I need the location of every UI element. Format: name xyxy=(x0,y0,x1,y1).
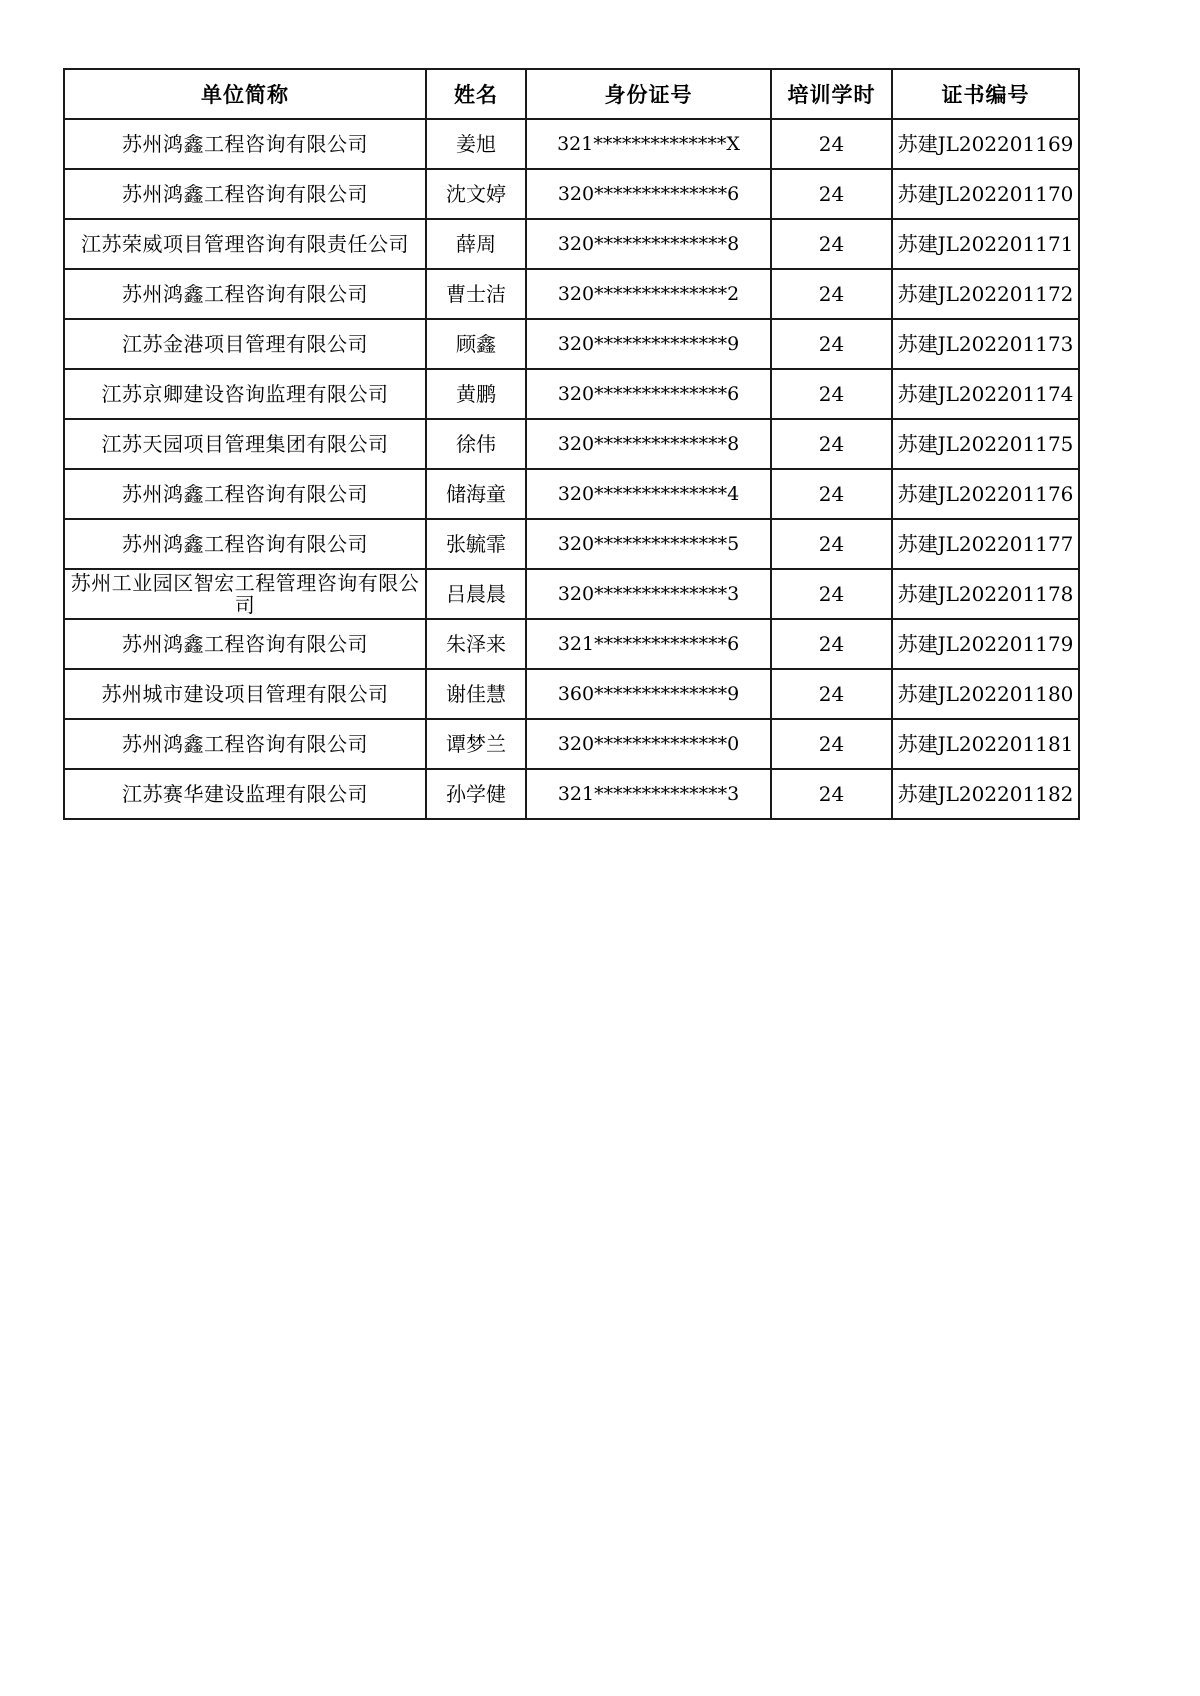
cell-unit: 苏州城市建设项目管理有限公司 xyxy=(64,669,426,719)
cell-unit: 江苏天园项目管理集团有限公司 xyxy=(64,419,426,469)
cell-unit: 苏州鸿鑫工程咨询有限公司 xyxy=(64,269,426,319)
cell-name: 顾鑫 xyxy=(426,319,526,369)
cell-unit: 江苏赛华建设监理有限公司 xyxy=(64,769,426,819)
cell-certificate-number: 苏建JL202201170 xyxy=(892,169,1079,219)
cell-id-number: 320**************8 xyxy=(526,419,771,469)
cell-id-number: 321**************X xyxy=(526,119,771,169)
cell-id-number: 320**************0 xyxy=(526,719,771,769)
cell-certificate-number: 苏建JL202201178 xyxy=(892,569,1079,619)
cell-training-hours: 24 xyxy=(771,419,892,469)
cell-certificate-number: 苏建JL202201174 xyxy=(892,369,1079,419)
cell-training-hours: 24 xyxy=(771,119,892,169)
cell-name: 谢佳慧 xyxy=(426,669,526,719)
cell-unit: 江苏荣威项目管理咨询有限责任公司 xyxy=(64,219,426,269)
cell-training-hours: 24 xyxy=(771,369,892,419)
table-body xyxy=(64,119,1079,819)
cell-training-hours: 24 xyxy=(771,169,892,219)
cell-id-number: 320**************8 xyxy=(526,219,771,269)
cell-unit: 苏州鸿鑫工程咨询有限公司 xyxy=(64,169,426,219)
cell-certificate-number: 苏建JL202201180 xyxy=(892,669,1079,719)
cell-id-number: 360**************9 xyxy=(526,669,771,719)
cell-unit: 江苏金港项目管理有限公司 xyxy=(64,319,426,369)
cell-training-hours: 24 xyxy=(771,669,892,719)
table-row xyxy=(64,719,1079,769)
cell-unit: 苏州鸿鑫工程咨询有限公司 xyxy=(64,469,426,519)
table-row xyxy=(64,369,1079,419)
table-row xyxy=(64,469,1079,519)
cell-certificate-number: 苏建JL202201169 xyxy=(892,119,1079,169)
table-row xyxy=(64,569,1079,619)
cell-certificate-number: 苏建JL202201176 xyxy=(892,469,1079,519)
cell-id-number: 320**************2 xyxy=(526,269,771,319)
cell-unit: 苏州鸿鑫工程咨询有限公司 xyxy=(64,619,426,669)
cell-unit: 苏州鸿鑫工程咨询有限公司 xyxy=(64,519,426,569)
cell-id-number: 321**************3 xyxy=(526,769,771,819)
cell-certificate-number: 苏建JL202201172 xyxy=(892,269,1079,319)
header-row xyxy=(64,69,1079,119)
cell-id-number: 320**************3 xyxy=(526,569,771,619)
column-header-certificate-number: 证书编号 xyxy=(892,69,1079,119)
cell-name: 薛周 xyxy=(426,219,526,269)
table-row xyxy=(64,519,1079,569)
cell-name: 沈文婷 xyxy=(426,169,526,219)
cell-id-number: 320**************6 xyxy=(526,369,771,419)
table-row xyxy=(64,169,1079,219)
cell-certificate-number: 苏建JL202201177 xyxy=(892,519,1079,569)
table-row xyxy=(64,419,1079,469)
cell-unit: 苏州鸿鑫工程咨询有限公司 xyxy=(64,119,426,169)
cell-name: 吕晨晨 xyxy=(426,569,526,619)
table-row xyxy=(64,269,1079,319)
cell-certificate-number: 苏建JL202201181 xyxy=(892,719,1079,769)
table-row xyxy=(64,319,1079,369)
training-roster-table xyxy=(63,68,1080,820)
cell-certificate-number: 苏建JL202201171 xyxy=(892,219,1079,269)
cell-training-hours: 24 xyxy=(771,769,892,819)
cell-certificate-number: 苏建JL202201173 xyxy=(892,319,1079,369)
cell-certificate-number: 苏建JL202201182 xyxy=(892,769,1079,819)
cell-id-number: 320**************5 xyxy=(526,519,771,569)
cell-training-hours: 24 xyxy=(771,269,892,319)
cell-name: 徐伟 xyxy=(426,419,526,469)
cell-training-hours: 24 xyxy=(771,569,892,619)
table-row xyxy=(64,219,1079,269)
column-header-id-number: 身份证号 xyxy=(526,69,771,119)
cell-training-hours: 24 xyxy=(771,319,892,369)
cell-training-hours: 24 xyxy=(771,469,892,519)
table-row xyxy=(64,769,1079,819)
column-header-name: 姓名 xyxy=(426,69,526,119)
column-header-training-hours: 培训学时 xyxy=(771,69,892,119)
cell-id-number: 320**************6 xyxy=(526,169,771,219)
cell-name: 储海童 xyxy=(426,469,526,519)
cell-unit: 江苏京卿建设咨询监理有限公司 xyxy=(64,369,426,419)
cell-id-number: 321**************6 xyxy=(526,619,771,669)
cell-name: 朱泽来 xyxy=(426,619,526,669)
cell-unit: 苏州鸿鑫工程咨询有限公司 xyxy=(64,719,426,769)
cell-name: 黄鹏 xyxy=(426,369,526,419)
cell-name: 张毓霏 xyxy=(426,519,526,569)
cell-id-number: 320**************9 xyxy=(526,319,771,369)
cell-name: 孙学健 xyxy=(426,769,526,819)
table-row xyxy=(64,119,1079,169)
table-row xyxy=(64,669,1079,719)
cell-training-hours: 24 xyxy=(771,519,892,569)
cell-unit: 苏州工业园区智宏工程管理咨询有限公司 xyxy=(64,569,426,619)
cell-training-hours: 24 xyxy=(771,719,892,769)
cell-training-hours: 24 xyxy=(771,219,892,269)
cell-name: 谭梦兰 xyxy=(426,719,526,769)
cell-id-number: 320**************4 xyxy=(526,469,771,519)
cell-name: 姜旭 xyxy=(426,119,526,169)
column-header-unit: 单位简称 xyxy=(64,69,426,119)
table-row xyxy=(64,619,1079,669)
cell-name: 曹士洁 xyxy=(426,269,526,319)
cell-certificate-number: 苏建JL202201179 xyxy=(892,619,1079,669)
cell-training-hours: 24 xyxy=(771,619,892,669)
cell-certificate-number: 苏建JL202201175 xyxy=(892,419,1079,469)
